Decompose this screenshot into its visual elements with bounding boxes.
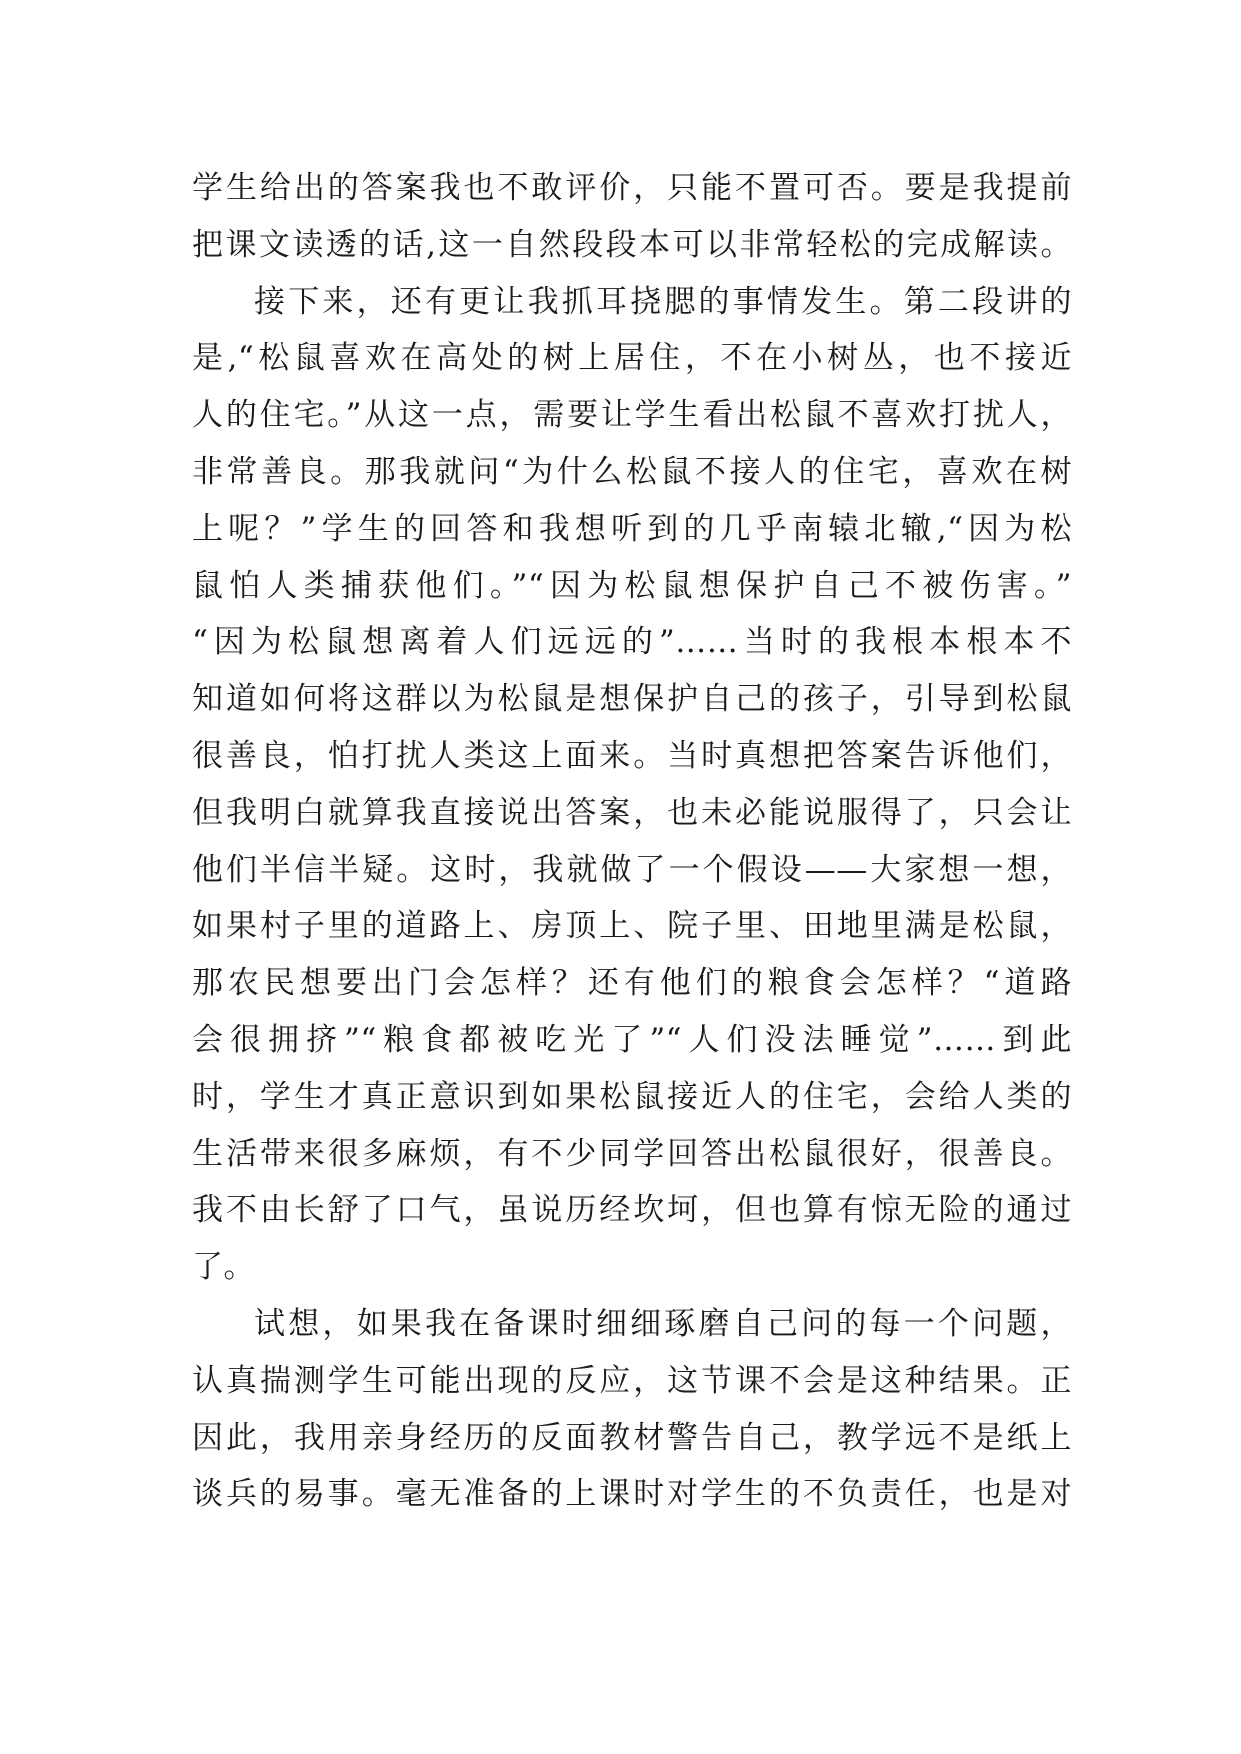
text-line: 是,“松鼠喜欢在高处的树上居住，不在小树丛，也不接近 [192,340,1072,377]
text-line: 鼠怕人类捕获他们。”“因为松鼠想保护自己不被伤害。” [192,567,1072,604]
text-line: 知道如何将这群以为松鼠是想保护自己的孩子，引导到松鼠 [192,681,1072,718]
text-line: 生活带来很多麻烦，有不少同学回答出松鼠很好，很善良。 [192,1135,1072,1172]
text-line: 他们半信半疑。这时，我就做了一个假设——大家想一想， [192,851,1072,888]
text-line: 很善良，怕打扰人类这上面来。当时真想把答案告诉他们， [192,737,1072,774]
text-line: 谈兵的易事。毫无准备的上课时对学生的不负责任，也是对 [192,1476,1072,1513]
text-line: 认真揣测学生可能出现的反应，这节课不会是这种结果。正 [192,1362,1072,1399]
text-line: 我不由长舒了口气，虽说历经坎坷，但也算有惊无险的通过 [192,1192,1072,1229]
text-line: 接下来，还有更让我抓耳挠腮的事情发生。第二段讲的 [254,283,1072,320]
text-line: 人的住宅。”从这一点，需要让学生看出松鼠不喜欢打扰人， [192,397,1072,434]
text-line: 但我明白就算我直接说出答案，也未必能说服得了，只会让 [192,794,1072,831]
text-line: 会很拥挤”“粮食都被吃光了”“人们没法睡觉”……到此 [192,1021,1072,1058]
text-line: 了。 [192,1249,255,1286]
text-line: 那农民想要出门会怎样？还有他们的粮食会怎样？“道路 [192,965,1072,1002]
text-line: 试想，如果我在备课时细细琢磨自己问的每一个问题， [254,1305,1072,1342]
paragraph [192,160,1072,274]
text-line: 如果村子里的道路上、房顶上、院子里、田地里满是松鼠， [192,908,1072,945]
paragraph [192,1296,1072,1523]
text-line: 学生给出的答案我也不敢评价，只能不置可否。要是我提前 [192,170,1072,206]
paragraph [192,274,1072,1296]
body-text [192,160,1072,1523]
text-line: 把课文读透的话,这一自然段段本可以非常轻松的完成解读。 [192,226,1072,263]
text-line: 非常善良。那我就问“为什么松鼠不接人的住宅，喜欢在树 [192,453,1072,490]
text-line: 时，学生才真正意识到如果松鼠接近人的住宅，会给人类的 [192,1078,1072,1115]
text-line: 因此，我用亲身经历的反面教材警告自己，教学远不是纸上 [192,1419,1072,1456]
text-line: 上呢？”学生的回答和我想听到的几乎南辕北辙,“因为松 [192,510,1072,547]
text-line: “因为松鼠想离着人们远远的”……当时的我根本根本不 [192,624,1072,661]
